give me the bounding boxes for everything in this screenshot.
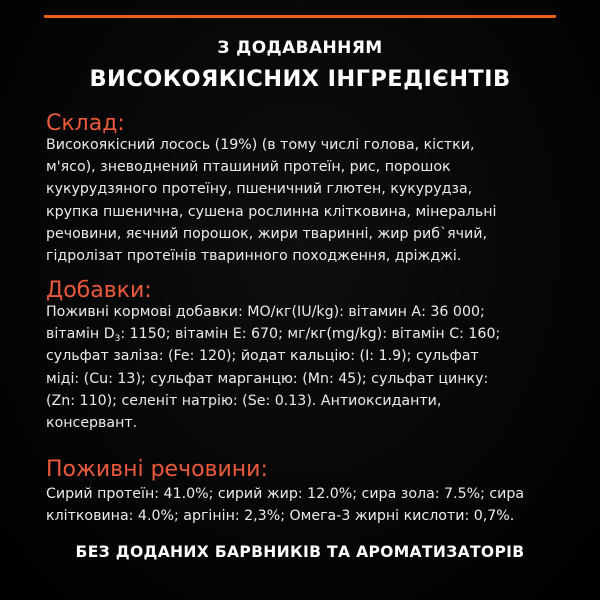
additives-line: консервант. xyxy=(46,414,138,431)
composition-heading: Склад: xyxy=(46,111,125,136)
header-subtitle: З ДОДАВАННЯМ xyxy=(217,38,383,58)
vitamin-d-subscript: 3 xyxy=(114,334,121,345)
additives-line: міді: (Cu: 13); сульфат марганцю: (Mn: 45); сульфат цинку: xyxy=(46,370,489,387)
additives-line xyxy=(46,323,576,345)
nutrients-text xyxy=(46,483,576,527)
composition-line: м'ясо), зневоднений пташиний протеїн, рис, порошок xyxy=(46,159,451,176)
nutrients-line: клітковина: 4.0%; аргінін: 2,3%; Омега-3 жирні кислоти: 0,7%. xyxy=(46,508,515,525)
nutrients-line: Сирий протеїн: 41.0%; сирий жир: 12.0%; сира зола: 7.5%; сира xyxy=(46,486,525,502)
composition-line: гідролізат протеїнів тваринного походження, дріжджі. xyxy=(46,247,462,264)
additives-line: (Zn: 110); селеніт натрію: (Se: 0.13). Антиоксиданти, xyxy=(46,392,442,409)
composition-text xyxy=(46,134,576,267)
additives-line: сульфат заліза: (Fe: 120); йодат кальцію: (I: 1.9); сульфат xyxy=(46,348,479,365)
additives-line-part: вітамін D xyxy=(46,326,115,343)
composition-line: крупка пшенична, сушена рослинна клітковина, мінеральні xyxy=(46,203,497,220)
additives-text xyxy=(46,301,576,434)
composition-line: Високоякісний лосось (19%) (в тому числі голова, кістки, xyxy=(46,137,475,153)
footer-statement: БЕЗ ДОДАНИХ БАРВНИКІВ ТА АРОМАТИЗАТОРІВ xyxy=(75,543,525,561)
composition-line: кукурудзяного протеїну, пшеничний глютен, кукурудза, xyxy=(46,181,473,198)
additives-line: Поживні кормові добавки: МО/кг(IU/kg): вітамин А: 36 000; xyxy=(46,304,485,320)
additives-line-part: : 1150; вітамін Е: 670; мг/кг(mg/kg): вітамін С: 160; xyxy=(120,326,501,343)
nutrients-heading: Поживні речовини: xyxy=(46,457,268,482)
additives-heading: Добавки: xyxy=(46,278,152,303)
header-title: ВИСОКОЯКІСНИХ ІНГРЕДІЄНТІВ xyxy=(89,66,511,92)
top-orange-rule xyxy=(44,15,556,18)
composition-line: речовини, яєчний порошок, жири тваринні, жир риб`ячий, xyxy=(46,225,487,242)
